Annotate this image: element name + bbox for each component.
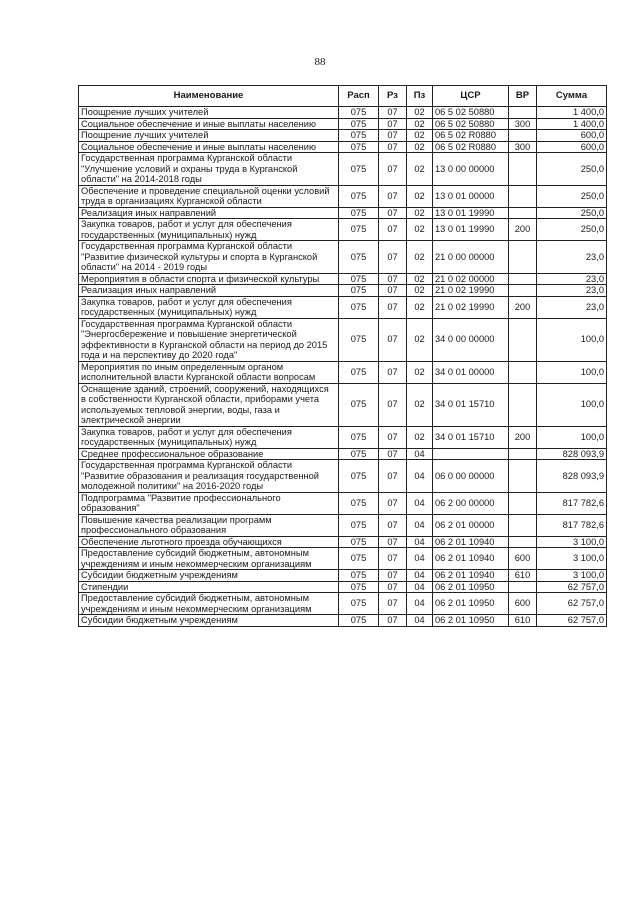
cell-pz: 04: [407, 460, 433, 493]
cell-rasp: 075: [339, 426, 379, 448]
header-rasp: Расп: [339, 86, 379, 107]
cell-sum: 250,0: [537, 219, 607, 241]
cell-vr: 200: [509, 426, 537, 448]
cell-rasp: 075: [339, 185, 379, 207]
cell-pz: 02: [407, 273, 433, 285]
cell-name: Закупка товаров, работ и услуг для обеспечения государственных (муниципальных) нужд: [79, 219, 339, 241]
cell-sum: 62 757,0: [537, 615, 607, 627]
table-row: [79, 285, 607, 297]
cell-rz: 07: [379, 118, 407, 130]
cell-rasp: 075: [339, 460, 379, 493]
cell-csr: 06 2 01 00000: [433, 514, 509, 536]
cell-name: Подпрограмма "Развитие профессионального образования": [79, 492, 339, 514]
cell-csr: 21 0 02 19990: [433, 285, 509, 297]
cell-rz: 07: [379, 460, 407, 493]
header-csr: ЦСР: [433, 86, 509, 107]
cell-csr: 06 5 02 50880: [433, 118, 509, 130]
cell-csr: 13 0 01 00000: [433, 185, 509, 207]
cell-rasp: 075: [339, 285, 379, 297]
cell-rz: 07: [379, 153, 407, 186]
cell-rasp: 075: [339, 107, 379, 119]
table-row: [79, 141, 607, 153]
cell-vr: [509, 536, 537, 548]
cell-vr: [509, 581, 537, 593]
header-pz: Пз: [407, 86, 433, 107]
cell-rasp: 075: [339, 570, 379, 582]
cell-rasp: 075: [339, 273, 379, 285]
cell-rasp: 075: [339, 141, 379, 153]
cell-vr: [509, 318, 537, 361]
cell-rz: 07: [379, 593, 407, 615]
cell-vr: [509, 130, 537, 142]
table-row: [79, 185, 607, 207]
cell-pz: 02: [407, 141, 433, 153]
cell-rasp: 075: [339, 118, 379, 130]
cell-name: Предоставление субсидий бюджетным, автономным учреждениям и иным некоммерческим организациям: [79, 593, 339, 615]
cell-rasp: 075: [339, 318, 379, 361]
cell-vr: [509, 153, 537, 186]
cell-rz: 07: [379, 615, 407, 627]
table-row: [79, 426, 607, 448]
table-row: [79, 219, 607, 241]
table-body: [79, 107, 607, 627]
cell-csr: 13 0 00 00000: [433, 153, 509, 186]
header-vr: ВР: [509, 86, 537, 107]
cell-rz: 07: [379, 185, 407, 207]
table-row: [79, 241, 607, 274]
cell-name: Субсидии бюджетным учреждениям: [79, 570, 339, 582]
cell-vr: 200: [509, 296, 537, 318]
table-row: [79, 118, 607, 130]
cell-name: Социальное обеспечение и иные выплаты населению: [79, 118, 339, 130]
cell-vr: [509, 241, 537, 274]
cell-name: Повышение качества реализации программ профессионального образования: [79, 514, 339, 536]
cell-name: Поощрение лучших учителей: [79, 130, 339, 142]
table-row: [79, 107, 607, 119]
cell-sum: 600,0: [537, 141, 607, 153]
cell-csr: 06 2 01 10950: [433, 581, 509, 593]
cell-vr: [509, 185, 537, 207]
cell-name: Государственная программа Курганской области "Развитие физической культуры и спорта в Курганской области" на 2014 - 2019 годы: [79, 241, 339, 274]
cell-csr: 06 2 00 00000: [433, 492, 509, 514]
cell-pz: 02: [407, 383, 433, 426]
cell-name: Субсидии бюджетным учреждениям: [79, 615, 339, 627]
cell-vr: 610: [509, 570, 537, 582]
cell-pz: 02: [407, 207, 433, 219]
cell-csr: 21 0 00 00000: [433, 241, 509, 274]
cell-rz: 07: [379, 514, 407, 536]
cell-sum: 250,0: [537, 207, 607, 219]
cell-name: Социальное обеспечение и иные выплаты населению: [79, 141, 339, 153]
cell-rz: 07: [379, 241, 407, 274]
cell-vr: [509, 448, 537, 460]
cell-sum: 23,0: [537, 296, 607, 318]
cell-csr: 06 2 01 10950: [433, 615, 509, 627]
header-name: Наименование: [79, 86, 339, 107]
table-row: [79, 361, 607, 383]
cell-rz: 07: [379, 492, 407, 514]
cell-csr: 06 2 01 10950: [433, 593, 509, 615]
cell-vr: 600: [509, 548, 537, 570]
cell-csr: 13 0 01 19990: [433, 207, 509, 219]
table-row: [79, 570, 607, 582]
cell-sum: 62 757,0: [537, 581, 607, 593]
cell-name: Государственная программа Курганской области "Улучшение условий и охраны труда в Курганской области" на 2014-2018 годы: [79, 153, 339, 186]
cell-rasp: 075: [339, 492, 379, 514]
cell-pz: 02: [407, 318, 433, 361]
cell-name: Поощрение лучших учителей: [79, 107, 339, 119]
cell-rz: 07: [379, 426, 407, 448]
cell-name: Мероприятия в области спорта и физической культуры: [79, 273, 339, 285]
cell-sum: 100,0: [537, 361, 607, 383]
cell-rasp: 075: [339, 593, 379, 615]
cell-pz: 02: [407, 107, 433, 119]
table-row: [79, 460, 607, 493]
cell-pz: 02: [407, 153, 433, 186]
cell-rz: 07: [379, 296, 407, 318]
cell-pz: 04: [407, 548, 433, 570]
cell-pz: 02: [407, 185, 433, 207]
cell-rasp: 075: [339, 207, 379, 219]
cell-pz: 04: [407, 492, 433, 514]
cell-vr: [509, 285, 537, 297]
cell-sum: 828 093,9: [537, 460, 607, 493]
cell-vr: [509, 460, 537, 493]
cell-rz: 07: [379, 107, 407, 119]
cell-name: Среднее профессиональное образование: [79, 448, 339, 460]
cell-name: Реализация иных направлений: [79, 207, 339, 219]
cell-rasp: 075: [339, 153, 379, 186]
cell-name: Закупка товаров, работ и услуг для обеспечения государственных (муниципальных) нужд: [79, 296, 339, 318]
page-number: 88: [314, 56, 326, 68]
cell-sum: 100,0: [537, 383, 607, 426]
table-row: [79, 581, 607, 593]
cell-pz: 04: [407, 593, 433, 615]
cell-rz: 07: [379, 581, 407, 593]
cell-vr: [509, 273, 537, 285]
cell-sum: 1 400,0: [537, 107, 607, 119]
cell-rasp: 075: [339, 536, 379, 548]
cell-csr: 06 5 02 R0880: [433, 141, 509, 153]
cell-sum: 817 782,6: [537, 492, 607, 514]
cell-sum: 600,0: [537, 130, 607, 142]
cell-rz: 07: [379, 141, 407, 153]
cell-rasp: 075: [339, 448, 379, 460]
cell-rz: 07: [379, 130, 407, 142]
cell-pz: 02: [407, 361, 433, 383]
cell-pz: 02: [407, 118, 433, 130]
cell-rz: 07: [379, 361, 407, 383]
table-row: [79, 153, 607, 186]
table-row: [79, 273, 607, 285]
cell-csr: 06 2 01 10940: [433, 570, 509, 582]
cell-pz: 04: [407, 581, 433, 593]
cell-name: Государственная программа Курганской области "Энергосбережение и повышение энергетической эффективности в Курганской области на период до 2015 года и на перспективу до 2020 года": [79, 318, 339, 361]
cell-vr: [509, 207, 537, 219]
cell-pz: 04: [407, 514, 433, 536]
cell-vr: [509, 361, 537, 383]
cell-csr: 21 0 02 19990: [433, 296, 509, 318]
cell-sum: 23,0: [537, 273, 607, 285]
cell-vr: [509, 492, 537, 514]
cell-vr: 610: [509, 615, 537, 627]
cell-name: Стипендии: [79, 581, 339, 593]
cell-name: Обеспечение льготного проезда обучающихся: [79, 536, 339, 548]
table-header-row: [79, 86, 607, 107]
cell-pz: 02: [407, 241, 433, 274]
cell-sum: 3 100,0: [537, 570, 607, 582]
cell-sum: 828 093,9: [537, 448, 607, 460]
table-row: [79, 514, 607, 536]
cell-csr: 34 0 00 00000: [433, 318, 509, 361]
cell-name: Реализация иных направлений: [79, 285, 339, 297]
cell-csr: 13 0 01 19990: [433, 219, 509, 241]
table-row: [79, 207, 607, 219]
cell-pz: 04: [407, 448, 433, 460]
cell-pz: 02: [407, 285, 433, 297]
cell-vr: [509, 383, 537, 426]
cell-sum: 1 400,0: [537, 118, 607, 130]
header-rz: Рз: [379, 86, 407, 107]
cell-csr: [433, 448, 509, 460]
table-row: [79, 615, 607, 627]
cell-sum: 250,0: [537, 153, 607, 186]
cell-rz: 07: [379, 273, 407, 285]
cell-name: Предоставление субсидий бюджетным, автономным учреждениям и иным некоммерческим организациям: [79, 548, 339, 570]
cell-pz: 04: [407, 536, 433, 548]
cell-pz: 02: [407, 130, 433, 142]
cell-sum: 62 757,0: [537, 593, 607, 615]
cell-vr: 200: [509, 219, 537, 241]
cell-csr: 34 0 01 15710: [433, 426, 509, 448]
cell-csr: 21 0 02 00000: [433, 273, 509, 285]
table-row: [79, 296, 607, 318]
cell-rasp: 075: [339, 296, 379, 318]
cell-name: Обеспечение и проведение специальной оценки условий труда в организациях Курганской области: [79, 185, 339, 207]
cell-rasp: 075: [339, 219, 379, 241]
cell-csr: 06 0 00 00000: [433, 460, 509, 493]
cell-rasp: 075: [339, 581, 379, 593]
table-row: [79, 548, 607, 570]
cell-rz: 07: [379, 383, 407, 426]
cell-rasp: 075: [339, 615, 379, 627]
cell-csr: 06 2 01 10940: [433, 548, 509, 570]
cell-sum: 100,0: [537, 426, 607, 448]
cell-csr: 34 0 01 15710: [433, 383, 509, 426]
cell-csr: 34 0 01 00000: [433, 361, 509, 383]
cell-csr: 06 5 02 50880: [433, 107, 509, 119]
cell-name: Государственная программа Курганской области "Развитие образования и реализация государственной молодежной политики" на 2016-2020 годы: [79, 460, 339, 493]
cell-rasp: 075: [339, 130, 379, 142]
cell-name: Оснащение зданий, строений, сооружений, находящихся в собственности Курганской области, приборами учета используемых тепловой энергии, воды, газа и электрической энергии: [79, 383, 339, 426]
table-row: [79, 536, 607, 548]
cell-sum: 817 782,6: [537, 514, 607, 536]
cell-sum: 23,0: [537, 285, 607, 297]
cell-pz: 04: [407, 570, 433, 582]
cell-rz: 07: [379, 536, 407, 548]
cell-name: Закупка товаров, работ и услуг для обеспечения государственных (муниципальных) нужд: [79, 426, 339, 448]
cell-sum: 100,0: [537, 318, 607, 361]
table-row: [79, 130, 607, 142]
cell-rasp: 075: [339, 241, 379, 274]
cell-rasp: 075: [339, 514, 379, 536]
cell-pz: 02: [407, 219, 433, 241]
table-row: [79, 492, 607, 514]
cell-rz: 07: [379, 207, 407, 219]
cell-rz: 07: [379, 548, 407, 570]
cell-pz: 04: [407, 615, 433, 627]
cell-rz: 07: [379, 448, 407, 460]
cell-rasp: 075: [339, 383, 379, 426]
cell-sum: 250,0: [537, 185, 607, 207]
table-row: [79, 383, 607, 426]
cell-rasp: 075: [339, 361, 379, 383]
cell-rz: 07: [379, 318, 407, 361]
table-row: [79, 448, 607, 460]
cell-rz: 07: [379, 285, 407, 297]
table-row: [79, 318, 607, 361]
cell-sum: 3 100,0: [537, 548, 607, 570]
cell-sum: 23,0: [537, 241, 607, 274]
cell-rz: 07: [379, 219, 407, 241]
cell-pz: 02: [407, 426, 433, 448]
cell-vr: 300: [509, 141, 537, 153]
cell-csr: 06 5 02 R0880: [433, 130, 509, 142]
budget-table: [78, 85, 607, 627]
table-row: [79, 593, 607, 615]
cell-sum: 3 100,0: [537, 536, 607, 548]
cell-csr: 06 2 01 10940: [433, 536, 509, 548]
cell-vr: 600: [509, 593, 537, 615]
cell-pz: 02: [407, 296, 433, 318]
cell-rz: 07: [379, 570, 407, 582]
cell-vr: 300: [509, 118, 537, 130]
cell-rasp: 075: [339, 548, 379, 570]
cell-vr: [509, 514, 537, 536]
header-sum: Сумма: [537, 86, 607, 107]
cell-vr: [509, 107, 537, 119]
cell-name: Мероприятия по иным определенным органом исполнительной власти Курганской области вопросам: [79, 361, 339, 383]
